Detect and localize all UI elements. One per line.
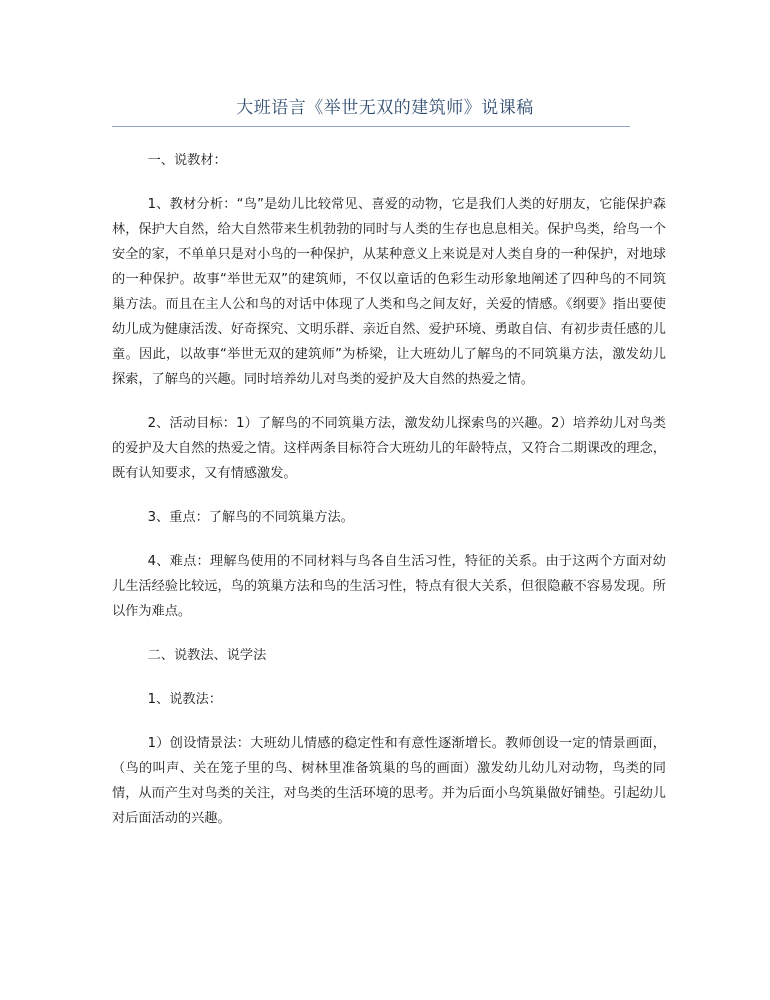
section-heading-teaching-methods: 二、说教法、说学法 xyxy=(147,648,267,663)
paragraph-difficulty: 4、难点：理解鸟使用的不同材料与鸟各自生活习性，特征的关系。由于这两个方面对幼儿生活经验比较远，鸟的筑巢方法和鸟的生活习性，特点有很大关系，但很隐蔽不容易发现。所以作为难点。 xyxy=(112,554,666,619)
paragraph-activity-goals: 2、活动目标：1）了解鸟的不同筑巢方法，激发幼儿探索鸟的兴趣。2）培养幼儿对鸟类的爱护及大自然的热爱之情。这样两条目标符合大班幼儿的年龄特点，又符合二期课改的理念，既有认知要求，又有情感激发。 xyxy=(112,416,666,481)
subheading-teaching-method: 1、说教法： xyxy=(147,692,222,707)
document-title: 大班语言《举世无双的建筑师》说课稿 xyxy=(236,98,534,118)
paragraph-material-analysis: 1、教材分析：“鸟”是幼儿比较常见、喜爱的动物，它是我们人类的好朋友，它能保护森林，保护大自然，给大自然带来生机勃勃的同时与人类的生存也息息相关。保护鸟类，给鸟一个安全的家，不单单只是对小鸟的一种保护，从某种意义上来说是对人类自身的一种保护，对地球的一种保护。故事“举世无双”的建筑师，不仅以童话的色彩生动形象地阐述了四种鸟的不同筑巢方法。而且在主人公和鸟的对话中体现了人类和鸟之间友好，关爱的情感。《纲要》指出要使幼儿成为健康活泼、好奇探究、文明乐群、亲近自然、爱护环境、勇敢自信、有初步责任感的儿童。因此，以故事“举世无双的建筑师”为桥梁，让大班幼儿了解鸟的不同筑巢方法，激发幼儿探索，了解鸟的兴趣。同时培养幼儿对鸟类的爱护及大自然的热爱之情。 xyxy=(112,197,666,387)
title-divider xyxy=(112,126,630,127)
paragraph-situation-method: 1）创设情景法：大班幼儿情感的稳定性和有意性逐渐增长。教师创设一定的情景画面，（鸟的叫声、关在笼子里的鸟、树林里准备筑巢的鸟的画面）激发幼儿幼儿对动物，鸟类的同情，从而产生对鸟类的关注，对鸟类的生活环境的思考。并为后面小鸟筑巢做好铺垫。引起幼儿对后面活动的兴趣。 xyxy=(112,736,666,826)
document-body xyxy=(112,148,666,850)
section-heading-teaching-material: 一、说教材： xyxy=(147,153,227,168)
paragraph-key-point: 3、重点：了解鸟的不同筑巢方法。 xyxy=(147,510,354,525)
